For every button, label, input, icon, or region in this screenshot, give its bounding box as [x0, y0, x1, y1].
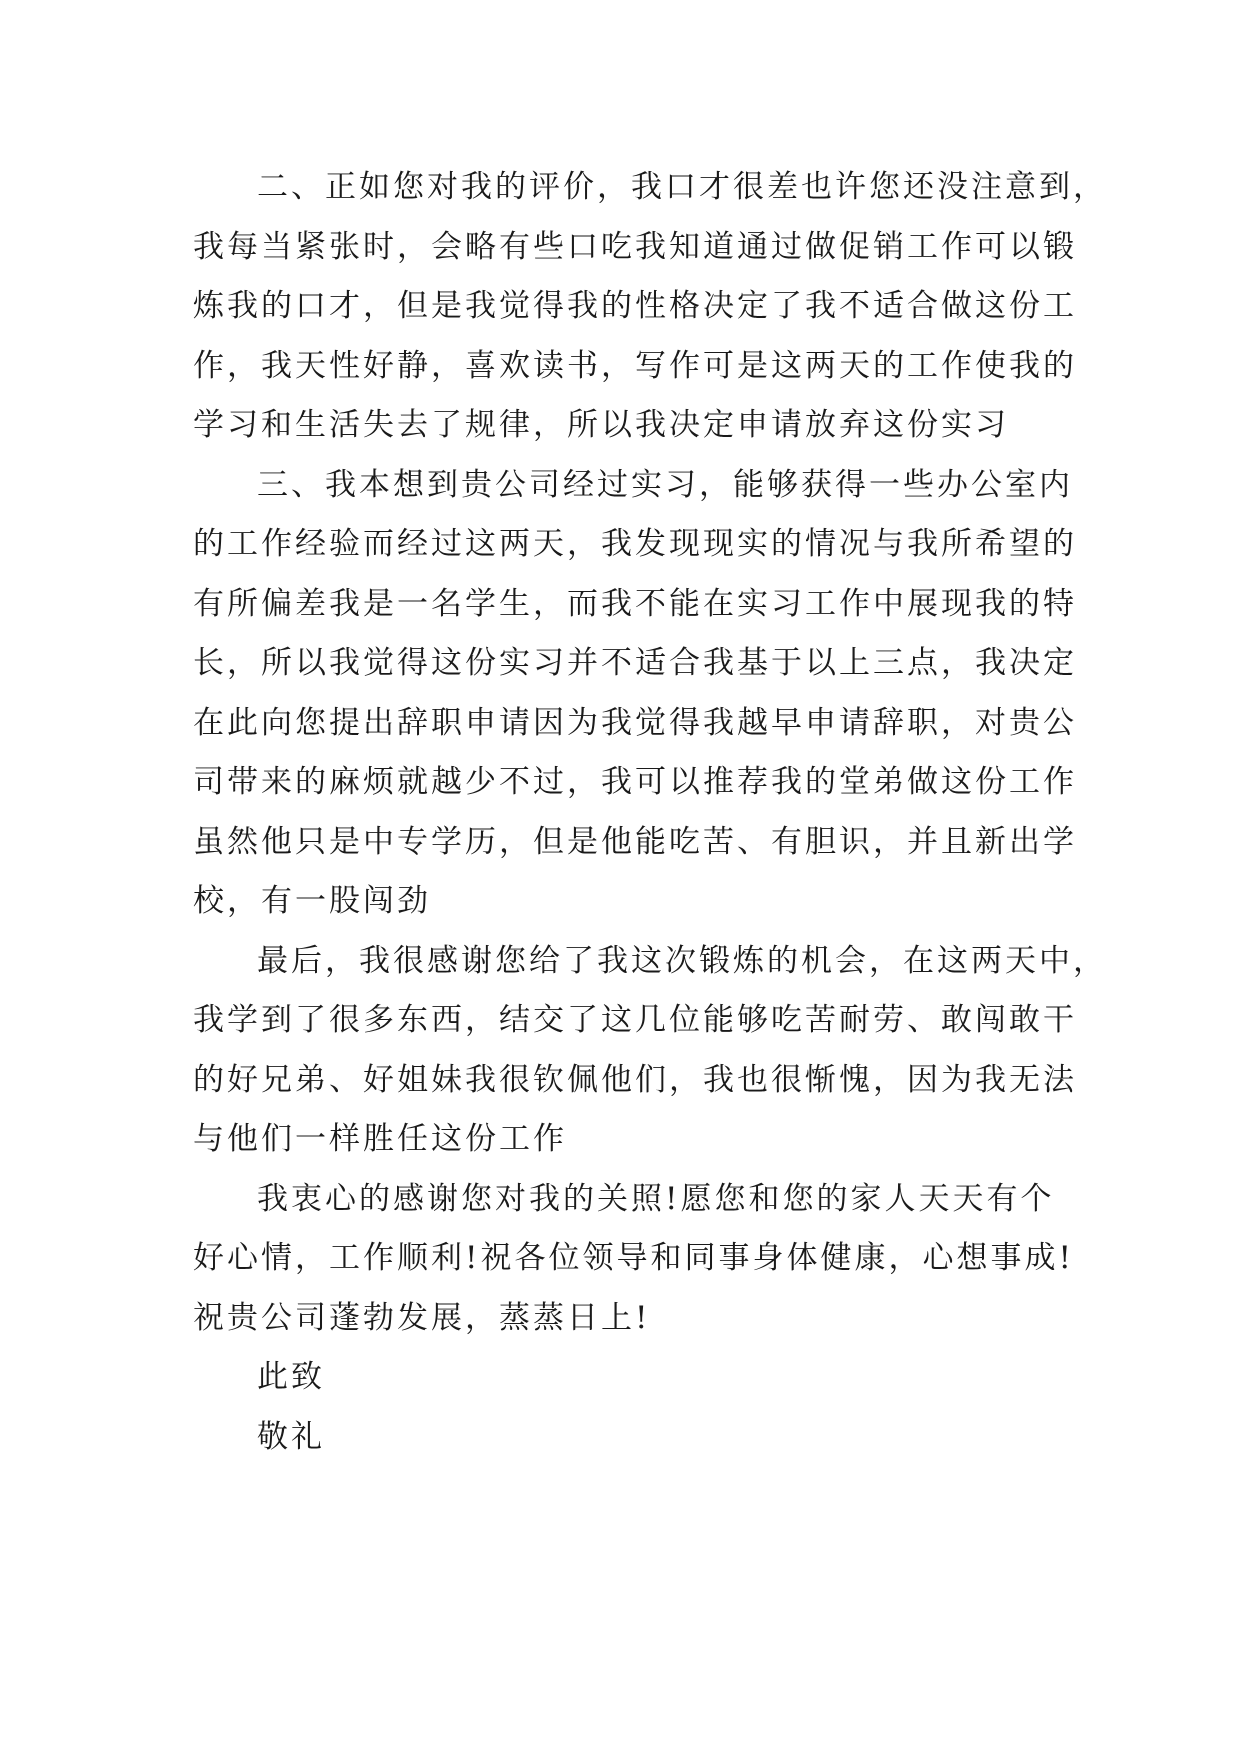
closing-line: 此致	[257, 1359, 325, 1395]
text-line: 的好兄弟、好姐妹我很钦佩他们，我也很惭愧，因为我无法	[193, 1061, 1077, 1098]
text-line: 的工作经验而经过这两天，我发现现实的情况与我所希望的	[193, 526, 1077, 562]
text-line: 在此向您提出辞职申请因为我觉得我越早申请辞职，对贵公	[193, 704, 1077, 741]
text-line: 祝贵公司蓬勃发展，蒸蒸日上!	[193, 1299, 651, 1336]
text-line: 二、正如您对我的评价，我口才很差也许您还没注意到，	[257, 169, 1107, 205]
text-line: 学习和生活失去了规律，所以我决定申请放弃这份实习	[193, 407, 1009, 443]
text-line: 长，所以我觉得这份实习并不适合我基于以上三点，我决定	[193, 645, 1077, 681]
text-line: 好心情，工作顺利!祝各位领导和同事身体健康，心想事成!	[193, 1240, 1074, 1276]
text-line: 与他们一样胜任这份工作	[193, 1121, 567, 1157]
text-line: 我衷心的感谢您对我的关照!愿您和您的家人天天有个	[257, 1180, 1055, 1217]
text-line: 校，有一股闯劲	[193, 883, 431, 919]
text-line: 有所偏差我是一名学生，而我不能在实习工作中展现我的特	[193, 585, 1077, 622]
text-line: 司带来的麻烦就越少不过，我可以推荐我的堂弟做这份工作	[193, 764, 1077, 800]
text-line: 虽然他只是中专学历，但是他能吃苦、有胆识，并且新出学	[193, 823, 1077, 860]
text-line: 我每当紧张时，会略有些口吃我知道通过做促销工作可以锻	[193, 228, 1077, 265]
text-line: 我学到了很多东西，结交了这几位能够吃苦耐劳、敢闯敢干	[193, 1002, 1077, 1038]
text-line: 最后，我很感谢您给了我这次锻炼的机会，在这两天中，	[257, 942, 1107, 979]
text-line: 炼我的口才，但是我觉得我的性格决定了我不适合做这份工	[193, 288, 1077, 324]
salutation-line: 敬礼	[257, 1418, 325, 1455]
letter-body	[193, 158, 1107, 1467]
text-line: 三、我本想到贵公司经过实习，能够获得一些办公室内	[257, 466, 1073, 503]
text-line: 作，我天性好静，喜欢读书，写作可是这两天的工作使我的	[193, 347, 1077, 384]
